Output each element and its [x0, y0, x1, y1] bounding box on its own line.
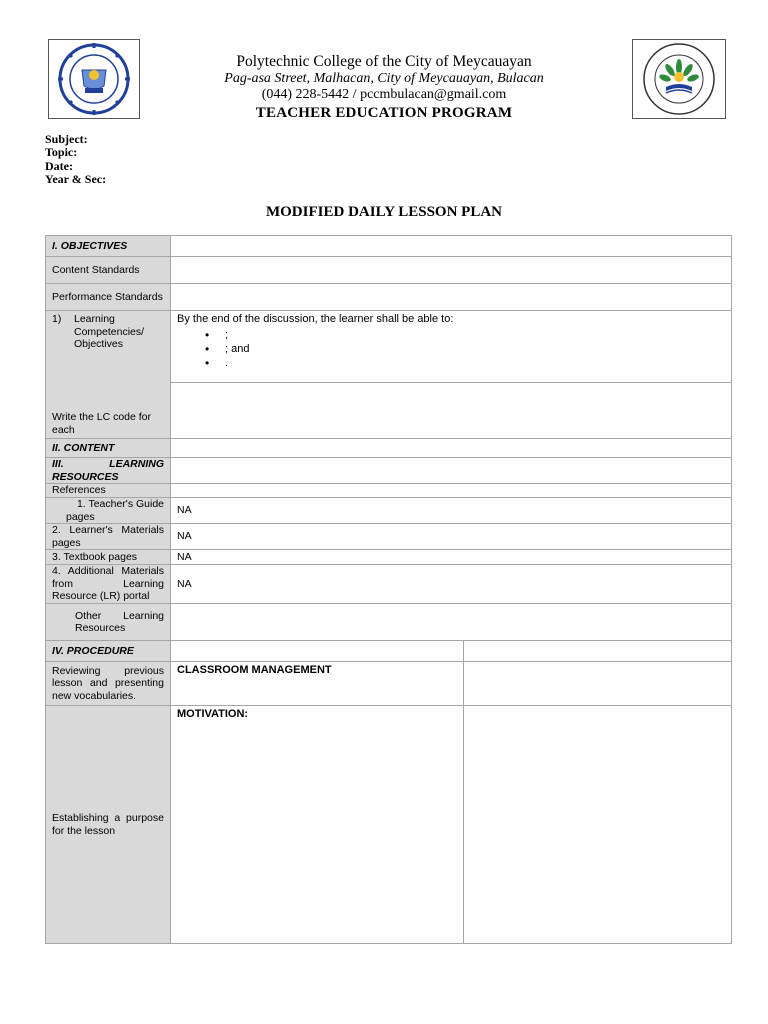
college-seal-logo: [48, 39, 140, 119]
procedure-heading: IV. PROCEDURE: [46, 641, 171, 662]
learning-competencies-label: [46, 311, 171, 439]
learners-materials-value[interactable]: NA: [171, 524, 732, 550]
college-contact: (044) 228-5442 / pccmbulacan@gmail.com: [261, 87, 507, 102]
lc-code-note: Write the LC code for each: [52, 411, 152, 436]
textbook-pages-value[interactable]: NA: [171, 550, 732, 565]
topic-label: Topic:: [45, 145, 78, 160]
performance-standards-cell[interactable]: [171, 284, 732, 311]
motivation-cell[interactable]: [171, 706, 464, 944]
references-cell[interactable]: [171, 484, 732, 498]
list-item: • ; and: [177, 342, 725, 356]
learners-materials-label: 2. Learner's Materials pages: [46, 524, 171, 550]
list-item: • ;: [177, 328, 725, 342]
table-row: [46, 641, 732, 662]
content-cell[interactable]: [171, 439, 732, 458]
lc-number: 1): [52, 313, 62, 325]
performance-standards-label: Performance Standards: [46, 284, 171, 311]
content-standards-label: Content Standards: [46, 257, 171, 284]
table-row: [46, 484, 732, 498]
learning-competencies-cell[interactable]: [171, 311, 732, 383]
content-heading: II. CONTENT: [46, 439, 171, 458]
table-row: [46, 439, 732, 458]
textbook-pages-label: 3. Textbook pages: [46, 550, 171, 565]
objectives-cell[interactable]: [171, 236, 732, 257]
teacher-education-logo: [632, 39, 726, 119]
lc-label-text: Learning Competencies/ Objectives: [74, 313, 145, 350]
lesson-plan-table: [45, 235, 732, 944]
list-item: • .: [177, 356, 725, 370]
learning-resources-cell[interactable]: [171, 458, 732, 484]
document-header: [150, 52, 618, 123]
lc-intro-text: By the end of the discussion, the learner shall be able to:: [177, 313, 454, 325]
motivation-notes-cell[interactable]: [464, 706, 732, 944]
procedure-cell-b[interactable]: [464, 641, 732, 662]
reviewing-label: Reviewing previous lesson and presenting new vocabularies.: [46, 662, 171, 706]
teachers-guide-value[interactable]: NA: [171, 498, 732, 524]
table-row: [46, 458, 732, 484]
program-name: TEACHER EDUCATION PROGRAM: [255, 105, 513, 121]
additional-materials-label: 4. Additional Materials from Learning Resource (LR) portal: [46, 565, 171, 604]
year-sec-label: Year & Sec:: [45, 171, 107, 186]
objectives-heading: I. OBJECTIVES: [46, 236, 171, 257]
table-row: [46, 284, 732, 311]
table-row: [46, 565, 732, 604]
date-label: Date:: [45, 158, 73, 173]
procedure-cell-a[interactable]: [171, 641, 464, 662]
additional-materials-value[interactable]: NA: [171, 565, 732, 604]
subject-label: Subject:: [45, 132, 88, 146]
references-label: References: [46, 484, 171, 498]
teachers-guide-label: 1. Teacher's Guide pages: [46, 498, 171, 524]
college-name: Polytechnic College of the City of Meycauayan: [236, 53, 532, 70]
content-standards-cell[interactable]: [171, 257, 732, 284]
table-row: [46, 311, 732, 383]
classroom-management-notes-cell[interactable]: [464, 662, 732, 706]
motivation-heading: MOTIVATION:: [177, 708, 249, 720]
college-address: Pag-asa Street, Malhacan, City of Meycauayan, Bulacan: [224, 71, 544, 86]
table-row: [46, 550, 732, 565]
table-row: [46, 706, 732, 944]
college-seal-graphic: [52, 42, 136, 116]
lc-label-block: [52, 313, 164, 351]
table-row: [46, 236, 732, 257]
table-row: [46, 524, 732, 550]
establishing-purpose-label: Establishing a purpose for the lesson: [46, 706, 171, 944]
other-resources-label: Other Learning Resources: [46, 604, 171, 641]
teacher-education-seal-graphic: [636, 41, 722, 117]
table-row: [46, 257, 732, 284]
lesson-meta: [45, 133, 106, 186]
document-title: MODIFIED DAILY LESSON PLAN: [265, 204, 502, 220]
learning-resources-heading: III. LEARNING RESOURCES: [46, 458, 171, 484]
classroom-management-heading: CLASSROOM MANAGEMENT: [177, 664, 332, 676]
classroom-management-cell[interactable]: [171, 662, 464, 706]
table-row: [46, 604, 732, 641]
lc-bullet-list: [177, 328, 725, 370]
table-row: [46, 662, 732, 706]
table-row: [46, 498, 732, 524]
other-resources-cell[interactable]: [171, 604, 732, 641]
lc-code-cell[interactable]: [171, 383, 732, 439]
